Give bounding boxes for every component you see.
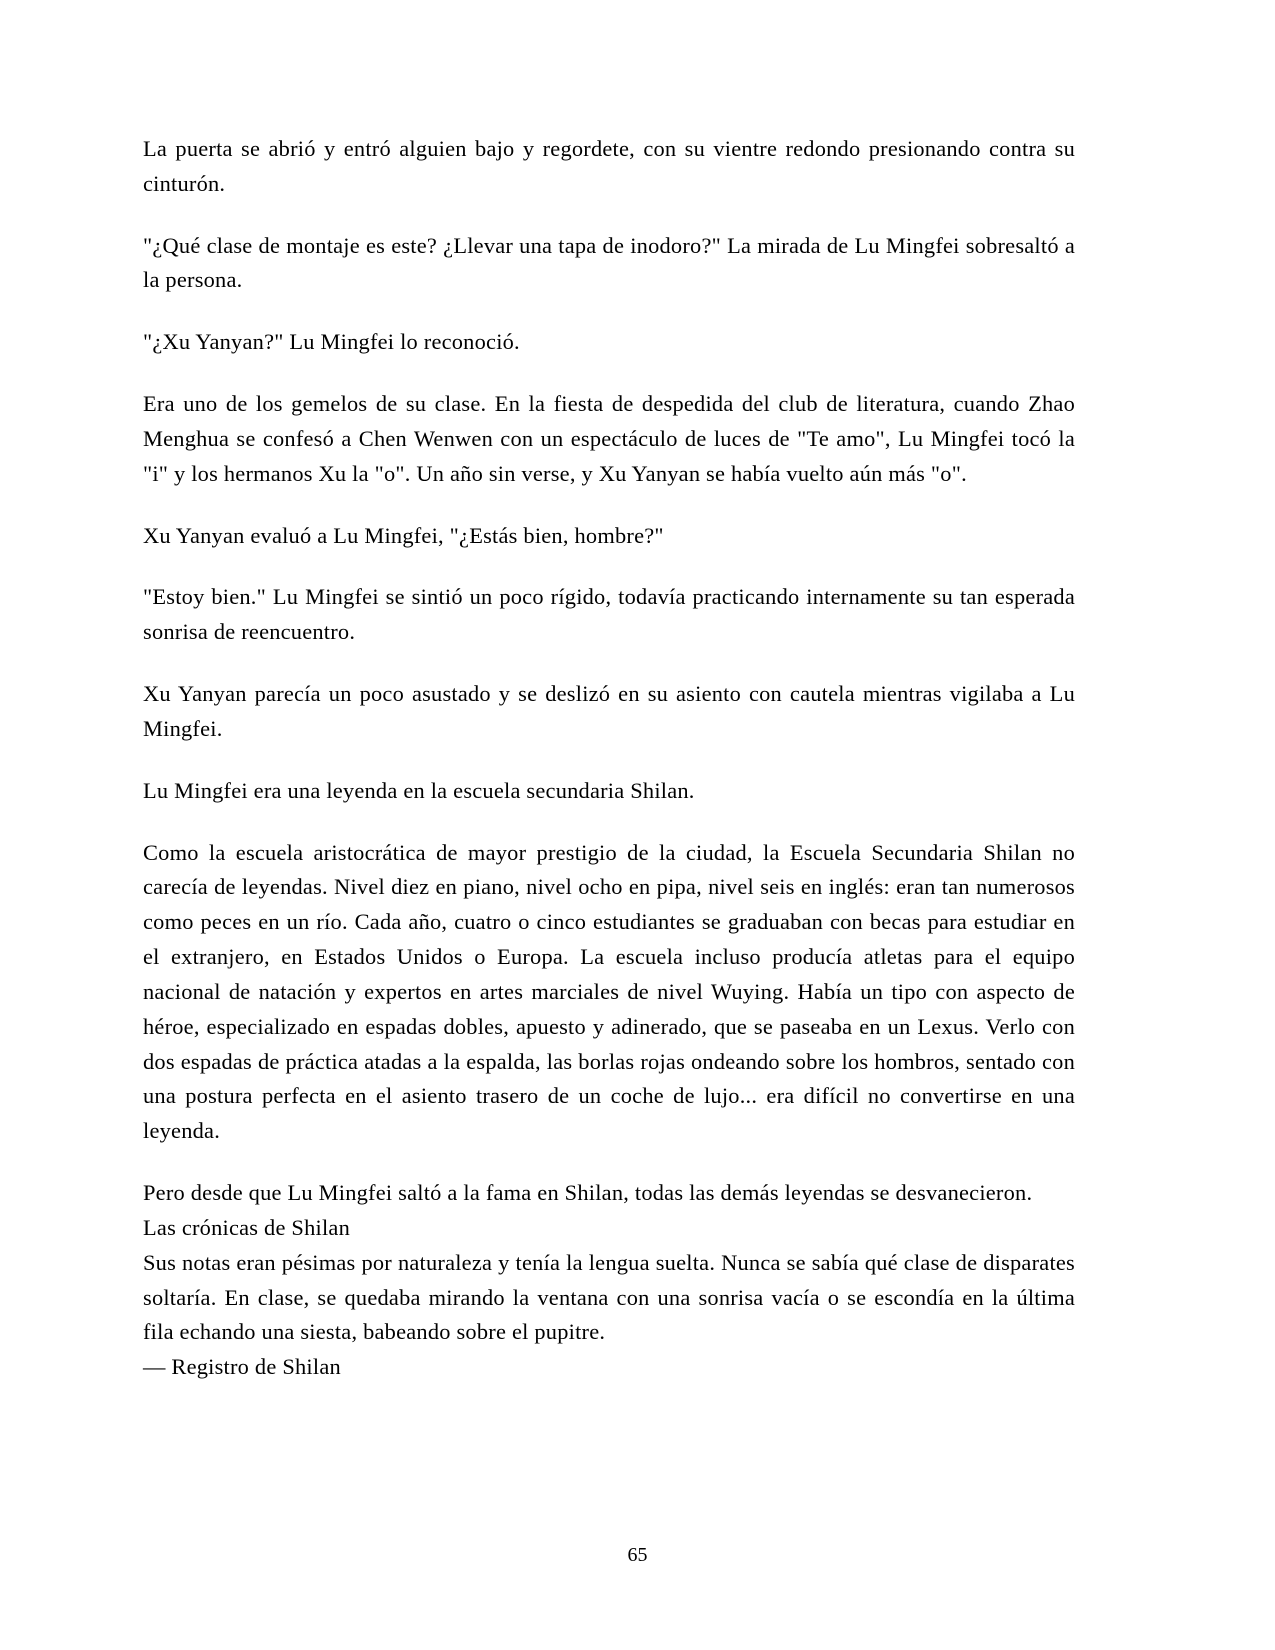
paragraph-5: Xu Yanyan evaluó a Lu Mingfei, "¿Estás bien, hombre?": [143, 522, 664, 548]
chronicle-quote-block: [143, 1211, 1075, 1385]
paragraph-1: La puerta se abrió y entró alguien bajo y regordete, con su vientre redondo presionando contra su cinturón.: [143, 136, 1075, 196]
paragraph-6: "Estoy bien." Lu Mingfei se sintió un poco rígido, todavía practicando internamente su tan esperada sonrisa de reencuentro.: [143, 584, 1075, 645]
quote-attribution: — Registro de Shilan: [143, 1354, 341, 1380]
page-body: [143, 132, 1075, 1385]
paragraph-8: Lu Mingfei era una leyenda en la escuela secundaria Shilan.: [143, 777, 695, 803]
paragraph-10: Pero desde que Lu Mingfei saltó a la fama en Shilan, todas las demás leyendas se desvanecieron.: [143, 1180, 1033, 1206]
quote-heading: Las crónicas de Shilan: [143, 1214, 351, 1240]
paragraph-3: "¿Xu Yanyan?" Lu Mingfei lo reconoció.: [143, 329, 520, 355]
paragraph-7: Xu Yanyan parecía un poco asustado y se deslizó en su asiento con cautela mientras vigilaba a Lu Mingfei.: [143, 681, 1075, 741]
paragraph-2: "¿Qué clase de montaje es este? ¿Llevar una tapa de inodoro?" La mirada de Lu Mingfei sobresaltó a la persona.: [143, 232, 1075, 293]
paragraph-9: Como la escuela aristocrática de mayor prestigio de la ciudad, la Escuela Secundaria Shilan no carecía de leyendas. Nivel diez en piano, nivel ocho en pipa, nivel seis en inglés: eran tan numerosos como peces en un río. Cada año, cuatro o cinco estudiantes se graduaban con becas para estudiar en el extranjero, en Estados Unidos o Europa. La escuela incluso producía atletas para el equipo nacional de natación y expertos en artes marciales de nivel Wuying. Había un tipo con aspecto de héroe, especializado en espadas dobles, apuesto y adinerado, que se paseaba en un Lexus. Verlo con dos espadas de práctica atadas a la espalda, las borlas rojas ondeando sobre los hombros, sentado con una postura perfecta en el asiento trasero de un coche de lujo... era difícil no convertirse en una leyenda.: [143, 839, 1075, 1144]
page-number: 65: [627, 1544, 648, 1566]
quote-body: Sus notas eran pésimas por naturaleza y tenía la lengua suelta. Nunca se sabía qué clase de disparates soltaría. En clase, se quedaba mirando la ventana con una sonrisa vacía o se escondía en la última fila echando una siesta, babeando sobre el pupitre.: [143, 1249, 1075, 1345]
paragraph-4: Era uno de los gemelos de su clase. En la fiesta de despedida del club de literatura, cuando Zhao Menghua se confesó a Chen Wenwen con un espectáculo de luces de "Te amo", Lu Mingfei tocó la "i" y los hermanos Xu la "o". Un año sin verse, y Xu Yanyan se había vuelto aún más "o".: [143, 391, 1075, 486]
